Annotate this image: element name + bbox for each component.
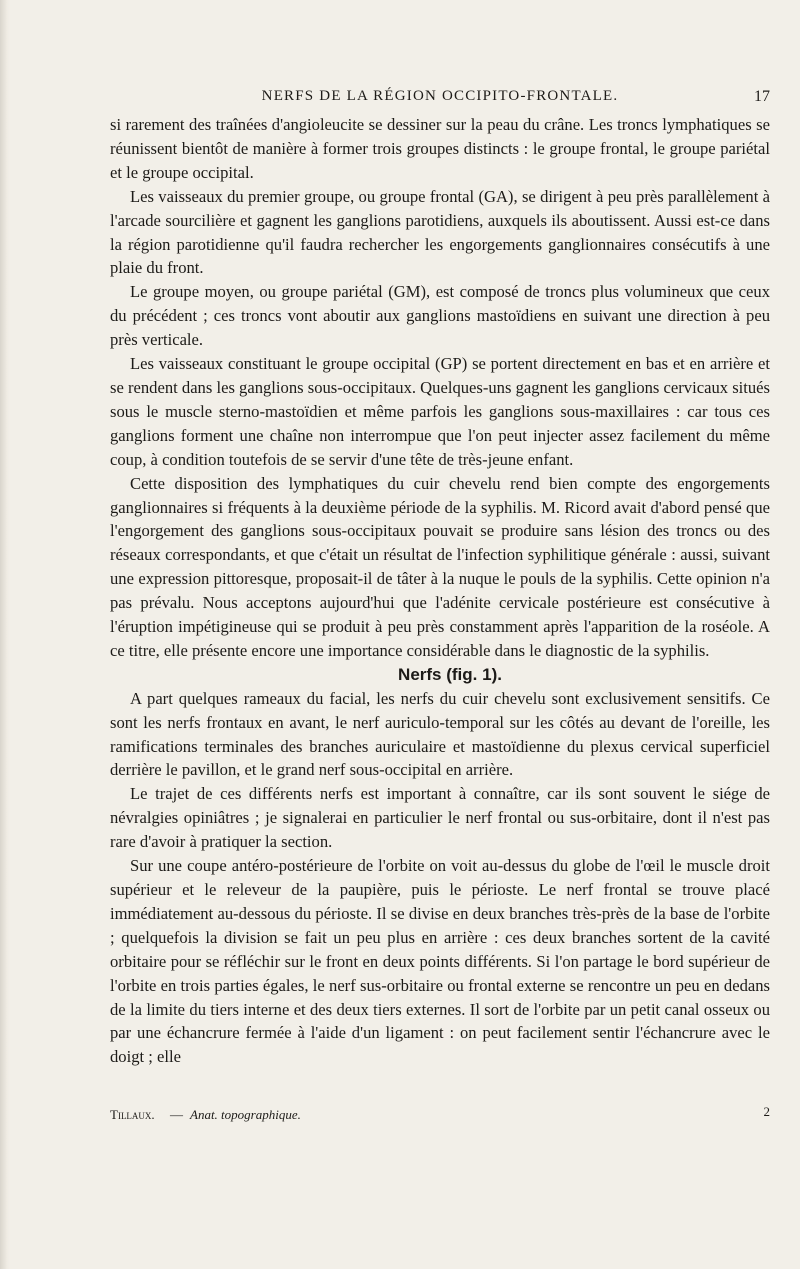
paragraph: Cette disposition des lymphatiques du cuir chevelu rend bien compte des engorgements ganglionnaires si fréquents à la deuxième période de la syphilis. M. Ricord avait d'abord pensé que l'engorgement des ganglions sous-occipitaux pouvait se produire sans lésion des troncs ou des réseaux correspondants, et que c'était un résultat de l'infection syphilitique générale : aussi, suivant une expression pittoresque, proposait-il de tâter à la nuque le pouls de la syphilis. Cette opinion n'a pas prévalu. Nous acceptons aujourd'hui que l'adénite cervicale postérieure est consécutive à l'éruption impétigineuse qui se produit à peu près constamment après l'apparition de la roséole. A ce titre, elle présente encore une importance considérable dans le diagnostic de la syphilis. bbox=[110, 473, 770, 660]
signature-mark: 2 bbox=[763, 1104, 770, 1119]
running-head bbox=[110, 88, 770, 110]
footer-book-title: Anat. topographique. bbox=[190, 1107, 301, 1122]
paragraph: Le groupe moyen, ou groupe pariétal (GM), est composé de troncs plus volumineux que ceux du précédent ; ces troncs vont aboutir aux ganglions mastoïdiens en suivant une direction à peu près verticale. bbox=[110, 282, 770, 350]
running-title: NERFS DE LA RÉGION OCCIPITO-FRONTALE. bbox=[261, 88, 619, 104]
paragraph: si rarement des traînées d'angioleucite se dessiner sur la peau du crâne. Les troncs lymphatiques se réunissent bientôt de manière à former trois groupes distincts : le groupe frontal, le groupe pariétal et le groupe occipital. bbox=[110, 115, 770, 182]
paragraph: Les vaisseaux constituant le groupe occipital (GP) se portent directement en bas et en arrière et se rendent dans les ganglions sous-occipitaux. Quelques-uns gagnent les ganglions cervicaux situés sous le muscle sterno-mastoïdien et même parfois les ganglions sous-maxillaires : car tous ces ganglions forment une chaîne non interrompue que l'on peut injecter assez facilement du même coup, à condition toutefois de se servir d'une tête de très-jeune enfant. bbox=[110, 354, 770, 469]
paragraph: A part quelques rameaux du facial, les nerfs du cuir chevelu sont exclusivement sensitifs. Ce sont les nerfs frontaux en avant, le nerf auriculo-temporal sur les côtés au devant de l'oreille, les ramifications terminales des branches auriculaire et mastoïdienne du plexus cervical superficiel derrière le pavillon, et le grand nerf sous-occipital en arrière. bbox=[110, 688, 770, 780]
paragraph: Le trajet de ces différents nerfs est important à connaître, car ils sont souvent le siége de névralgies opiniâtres ; je signalerai en particulier le nerf frontal ou sus-orbitaire, dont il n'est pas rare d'avoir à pratiquer la section. bbox=[110, 784, 770, 852]
paragraph: Les vaisseaux du premier groupe, ou groupe frontal (GA), se dirigent à peu près parallèlement à l'arcade sourcilière et gagnent les ganglions parotidiens, auxquels ils aboutissent. Aussi est-ce dans la région parotidienne qu'il faudra rechercher les engorgements ganglionnaires consécutifs à une plaie du front. bbox=[110, 186, 770, 278]
footer-separator: — bbox=[170, 1107, 183, 1122]
page-binding-shadow bbox=[0, 0, 10, 1269]
paragraph: Sur une coupe antéro-postérieure de l'orbite on voit au-dessus du globe de l'œil le muscle droit supérieur et le releveur de la paupière, puis le périoste. Le nerf frontal se trouve placé immédiatement au-dessous du périoste. Il se divise en deux branches très-près de la base de l'orbite ; quelquefois la division se fait un peu plus en arrière : ces deux branches sortent de la cavité orbitaire pour se réfléchir sur le front en deux points différents. Si l'on partage le bord supérieur de l'orbite en trois parties égales, le nerf sus-orbitaire ou frontal externe se rencontre un peu en dedans de la limite du tiers interne et des deux tiers externes. Il sort de l'orbite par un petit canal osseux ou par une échancrure fermée à l'aide d'un ligament : on peut facilement sentir l'échancrure avec le doigt ; elle bbox=[110, 856, 770, 1067]
footer-author: Tillaux. bbox=[110, 1107, 155, 1122]
page-footer bbox=[110, 1104, 770, 1127]
section-heading: Nerfs (fig. 1). bbox=[398, 664, 502, 684]
body-text bbox=[110, 113, 770, 1069]
page-number: 17 bbox=[754, 88, 770, 105]
